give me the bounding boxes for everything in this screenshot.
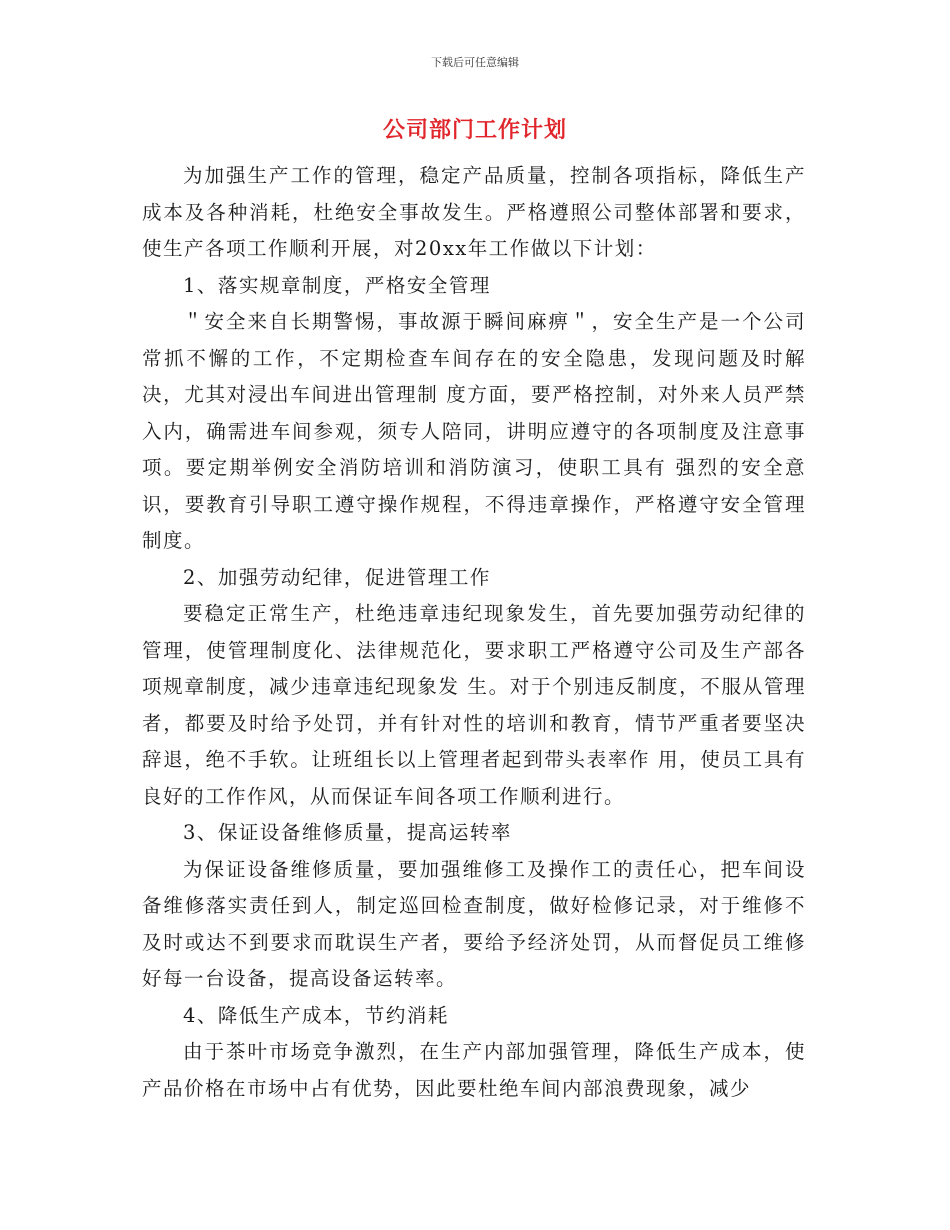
paragraph-section-3: 为保证设备维修质量，要加强维修工及操作工的责任心，把车间设备维修落实责任到人，制定巡回检查制度，做好检修记录，对于维修不及时或达不到要求而耽误生产者，要给予经济处罚，从而督促员工维修好每一台设备，提高设备运转率。 [142, 857, 806, 990]
section-heading-4: 4、降低生产成本，节约消耗 [182, 1003, 449, 1027]
document-body [142, 158, 806, 1107]
document-title: 公司部门工作计划 [382, 118, 567, 143]
paragraph-section-1: ＂安全来自长期警惕，事故源于瞬间麻痹＂，安全生产是一个公司常抓不懈的工作，不定期检查车间存在的安全隐患，发现问题及时解决，尤其对浸出车间进出管理制 度方面，要严格控制，对外来人员严禁入内，确需进车间参观，须专人陪同，讲明应遵守的各项制度及注意事项。要定期举例安全消防培训和消防演习，使职工具有 强烈的安全意识，要教育引导职工遵守操作规程，不得违章操作，严格遵守安全管理制度。 [142, 310, 806, 552]
section-heading-1: 1、落实规章制度，严格安全管理 [182, 273, 491, 297]
section-heading-2: 2、加强劳动纪律，促进管理工作 [182, 565, 491, 589]
paragraph-section-2: 要稳定正常生产，杜绝违章违纪现象发生，首先要加强劳动纪律的管理，使管理制度化、法律规范化，要求职工严格遵守公司及生产部各项规章制度，减少违章违纪现象发 生。对于个别违反制度，不服从管理者，都要及时给予处罚，并有针对性的培训和教育，情节严重者要坚决辞退，绝不手软。让班组长以上管理者起到带头表率作 用，使员工具有良好的工作作风，从而保证车间各项工作顺利进行。 [142, 602, 806, 808]
header-note: 下载后可任意编辑 [431, 56, 519, 69]
paragraph-intro: 为加强生产工作的管理，稳定产品质量，控制各项指标，降低生产成本及各种消耗，杜绝安全事故发生。严格遵照公司整体部署和要求，使生产各项工作顺利开展，对20xx年工作做以下计划： [142, 164, 806, 260]
section-heading-3: 3、保证设备维修质量，提高运转率 [182, 821, 512, 844]
paragraph-section-4: 由于茶叶市场竞争激烈，在生产内部加强管理，降低生产成本，使产品价格在市场中占有优势，因此要杜绝车间内部浪费现象，减少 [142, 1040, 806, 1100]
